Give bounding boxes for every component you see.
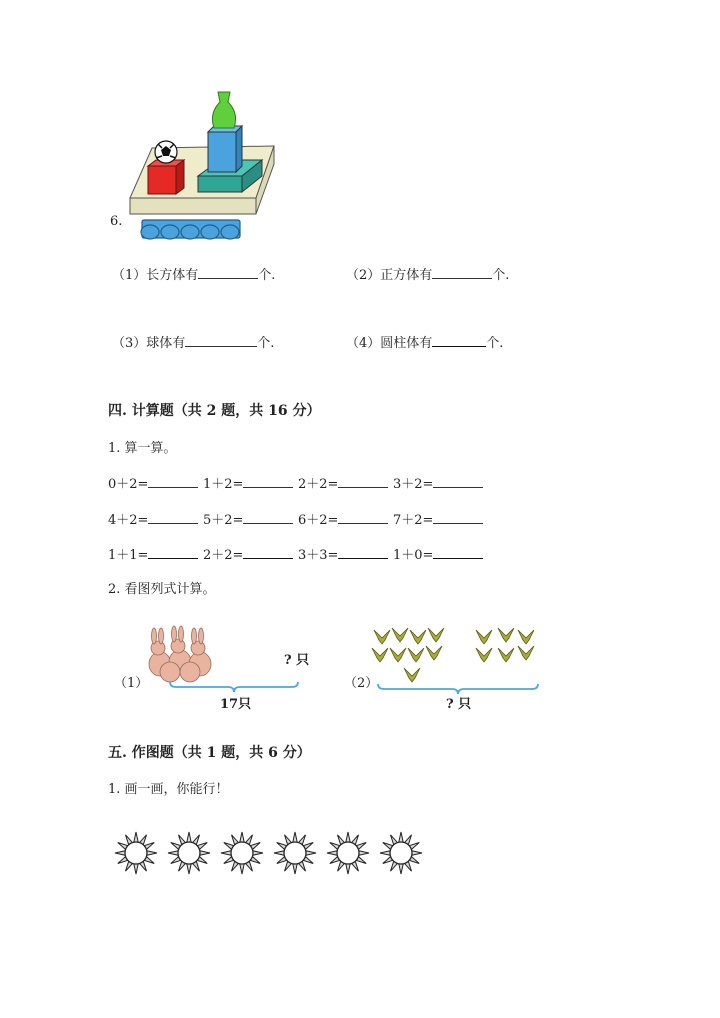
bird-icon: [498, 628, 514, 642]
calc-expression: 2＋2=: [298, 477, 339, 492]
birds-group: [372, 626, 542, 686]
part1-label: （1）: [114, 676, 149, 691]
calc-expression: 4＋2=: [108, 513, 149, 528]
part2-label: （2）: [344, 676, 379, 691]
calc-expression: 6＋2=: [298, 513, 339, 528]
calc-item: [108, 475, 203, 493]
calc-expression: 2＋2=: [203, 548, 244, 563]
calc-answer-blank[interactable]: [148, 546, 198, 559]
calc-item: [203, 511, 298, 529]
calc-item: [203, 546, 298, 564]
bird-icon: [390, 648, 406, 662]
red-cube: [148, 160, 184, 194]
calc-answer-blank[interactable]: [433, 546, 483, 559]
cube-unit: 个.: [492, 268, 510, 283]
cylinder-unit: 个.: [486, 336, 504, 351]
sun-icon: [327, 832, 369, 874]
part1-question-label: ? 只: [284, 653, 310, 668]
bird-icon: [498, 648, 514, 662]
cuboid-count-item: [112, 266, 275, 284]
section-five-title: 五. 作图题（共 1 题，共 6 分）: [108, 745, 311, 761]
cuboid-label: （1）长方体有: [112, 268, 199, 283]
sphere-label: （3）球体有: [112, 336, 186, 351]
calc-row-1: [108, 475, 488, 493]
bird-icon: [518, 630, 534, 644]
calc-item: [393, 546, 488, 564]
bird-icon: [404, 668, 420, 682]
calc-expression: 3＋2=: [393, 477, 434, 492]
part2-brace: [376, 682, 540, 696]
calc-expression: 7＋2=: [393, 513, 434, 528]
calc-item: [393, 511, 488, 529]
suns-row: [112, 830, 432, 876]
vase: [212, 92, 235, 128]
question-number: 6.: [110, 214, 123, 229]
calc-answer-blank[interactable]: [243, 511, 293, 524]
calc-item: [108, 511, 203, 529]
calc-answer-blank[interactable]: [148, 511, 198, 524]
bird-icon: [408, 648, 424, 662]
calc-expression: 1＋0=: [393, 548, 434, 563]
cylinder-logs: [141, 220, 240, 239]
calc-answer-blank[interactable]: [148, 475, 198, 488]
cylinder-answer-blank[interactable]: [432, 334, 486, 347]
sun-icon: [221, 832, 263, 874]
sphere-count-item: [112, 334, 274, 352]
sun-icon: [274, 832, 316, 874]
bird-icon: [392, 628, 408, 642]
calc-item: [298, 546, 393, 564]
bird-icon: [410, 630, 426, 644]
calc-answer-blank[interactable]: [338, 475, 388, 488]
calc-row-3: [108, 546, 488, 564]
cylinder-label: （4）圆柱体有: [346, 336, 433, 351]
calc-answer-blank[interactable]: [433, 511, 483, 524]
picture-question-title: 2. 看图列式计算。: [108, 582, 216, 597]
rabbits-group: [146, 628, 216, 684]
sun-icon: [380, 832, 422, 874]
bird-icon: [426, 646, 442, 660]
bird-icon: [372, 648, 388, 662]
calc-expression: 5＋2=: [203, 513, 244, 528]
calc-expression: 3＋3=: [298, 548, 339, 563]
sun-icon: [168, 832, 210, 874]
sun-icon: [115, 832, 157, 874]
section-four-title: 四. 计算题（共 2 题，共 16 分）: [108, 403, 321, 419]
soccer-ball: [155, 141, 177, 163]
bird-icon: [374, 630, 390, 644]
calc-answer-blank[interactable]: [243, 546, 293, 559]
calc-answer-blank[interactable]: [433, 475, 483, 488]
calc-question-title: 1. 算一算。: [108, 441, 177, 456]
part1-brace: [168, 680, 300, 694]
calc-item: [393, 475, 488, 493]
calc-item: [298, 511, 393, 529]
draw-question-title: 1. 画一画，你能行！: [108, 782, 229, 797]
shapes-figure: [124, 86, 284, 246]
bird-icon: [476, 630, 492, 644]
bird-icon: [428, 628, 444, 642]
calc-expression: 0＋2=: [108, 477, 149, 492]
calc-item: [203, 475, 298, 493]
part1-total-label: 17只: [220, 697, 252, 712]
calc-item: [108, 546, 203, 564]
cylinder-count-item: [346, 334, 503, 352]
cube-label: （2）正方体有: [346, 268, 433, 283]
part2-total-label: ? 只: [446, 697, 472, 712]
cube-answer-blank[interactable]: [432, 266, 492, 279]
calc-row-2: [108, 511, 488, 529]
sphere-unit: 个.: [257, 336, 275, 351]
bird-icon: [518, 646, 534, 660]
sphere-answer-blank[interactable]: [185, 334, 257, 347]
cuboid-unit: 个.: [258, 268, 276, 283]
cuboid-answer-blank[interactable]: [198, 266, 258, 279]
cube-count-item: [346, 266, 509, 284]
calc-answer-blank[interactable]: [338, 511, 388, 524]
calc-answer-blank[interactable]: [338, 546, 388, 559]
calc-expression: 1＋2=: [203, 477, 244, 492]
calc-expression: 1＋1=: [108, 548, 149, 563]
calc-answer-blank[interactable]: [243, 475, 293, 488]
tall-cuboid: [208, 126, 242, 172]
calc-item: [298, 475, 393, 493]
bird-icon: [476, 648, 492, 662]
